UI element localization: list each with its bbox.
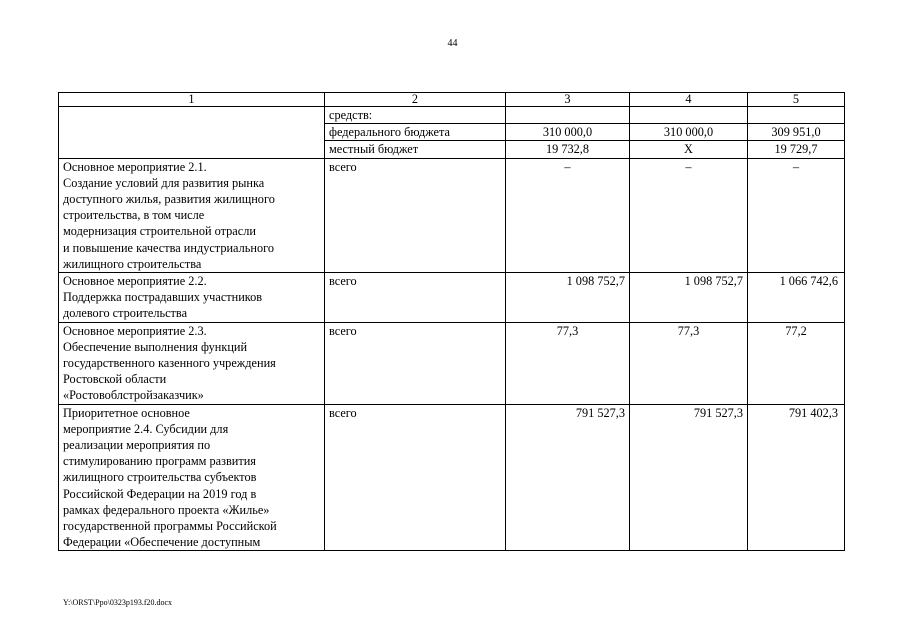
- value-cell: 1 066 742,6: [748, 273, 845, 323]
- file-path-footer: Y:\ORST\Ppo\0323p193.f20.docx: [63, 598, 173, 607]
- activity-line: Основное мероприятие 2.1.: [63, 159, 207, 174]
- column-header: 2: [325, 93, 506, 107]
- value-cell: [630, 107, 748, 124]
- funding-label: местный бюджет: [325, 141, 506, 158]
- table-row: [59, 322, 845, 404]
- table-row: [59, 404, 845, 551]
- value-cell: 77,3: [630, 322, 748, 404]
- value-cell: –: [748, 158, 845, 272]
- activity-line: стимулированию программ развития: [63, 454, 256, 469]
- funding-type: всего: [325, 322, 506, 404]
- activity-description: [59, 322, 325, 404]
- funding-type: всего: [325, 158, 506, 272]
- activity-line: Российской Федерации на 2019 год в: [63, 486, 257, 501]
- table-row: [59, 107, 845, 124]
- value-cell: [506, 107, 630, 124]
- activity-line: долевого строительства: [63, 306, 188, 321]
- activity-line: Обеспечение выполнения функций: [63, 339, 248, 354]
- activity-line: реализации мероприятия по: [63, 438, 211, 453]
- activity-line: рамках федерального проекта «Жилье»: [63, 502, 270, 517]
- funding-label: федерального бюджета: [325, 124, 506, 141]
- activity-line: Создание условий для развития рынка: [63, 175, 265, 190]
- activity-line: «Ростовоблстройзаказчик»: [63, 388, 204, 403]
- value-cell: 19 732,8: [506, 141, 630, 158]
- activity-line: Поддержка пострадавших участников: [63, 290, 263, 305]
- activity-line: Основное мероприятие 2.3.: [63, 323, 207, 338]
- table-row: [59, 273, 845, 323]
- page-number: 44: [447, 38, 458, 49]
- value-cell: 791 527,3: [630, 404, 748, 551]
- activity-description: [59, 273, 325, 323]
- funding-type: всего: [325, 273, 506, 323]
- column-header: 1: [59, 93, 325, 107]
- activity-line: Ростовской области: [63, 372, 167, 387]
- activity-line: государственной программы Российской: [63, 519, 277, 534]
- table-header-row: [59, 93, 845, 107]
- value-cell: 309 951,0: [748, 124, 845, 141]
- column-header: 4: [630, 93, 748, 107]
- activity-cell-empty: [59, 107, 325, 159]
- value-cell: –: [630, 158, 748, 272]
- value-cell: –: [506, 158, 630, 272]
- activity-line: мероприятие 2.4. Субсидии для: [63, 421, 229, 436]
- activity-line: государственного казенного учреждения: [63, 356, 276, 371]
- value-cell: 791 402,3: [748, 404, 845, 551]
- column-header: 3: [506, 93, 630, 107]
- value-cell: 19 729,7: [748, 141, 845, 158]
- funding-label: средств:: [325, 107, 506, 124]
- activity-line: Основное мероприятие 2.2.: [63, 274, 207, 289]
- activity-line: Приоритетное основное: [63, 405, 190, 420]
- value-cell: Х: [630, 141, 748, 158]
- activity-line: строительства, в том числе: [63, 208, 205, 223]
- activity-line: доступного жилья, развития жилищного: [63, 192, 275, 207]
- activity-description: [59, 404, 325, 551]
- activity-line: жилищного строительства субъектов: [63, 470, 257, 485]
- value-cell: 310 000,0: [506, 124, 630, 141]
- value-cell: 77,3: [506, 322, 630, 404]
- value-cell: 310 000,0: [630, 124, 748, 141]
- activity-line: модернизация строительной отрасли: [63, 224, 256, 239]
- activity-description: [59, 158, 325, 272]
- activity-line: и повышение качества индустриального: [63, 240, 274, 255]
- value-cell: 1 098 752,7: [506, 273, 630, 323]
- table-row: [59, 158, 845, 272]
- activity-line: Федерации «Обеспечение доступным: [63, 535, 261, 550]
- value-cell: 791 527,3: [506, 404, 630, 551]
- value-cell: 1 098 752,7: [630, 273, 748, 323]
- funding-type: всего: [325, 404, 506, 551]
- budget-table: [58, 92, 845, 551]
- activity-line: жилищного строительства: [63, 256, 202, 271]
- value-cell: [748, 107, 845, 124]
- column-header: 5: [748, 93, 845, 107]
- value-cell: 77,2: [748, 322, 845, 404]
